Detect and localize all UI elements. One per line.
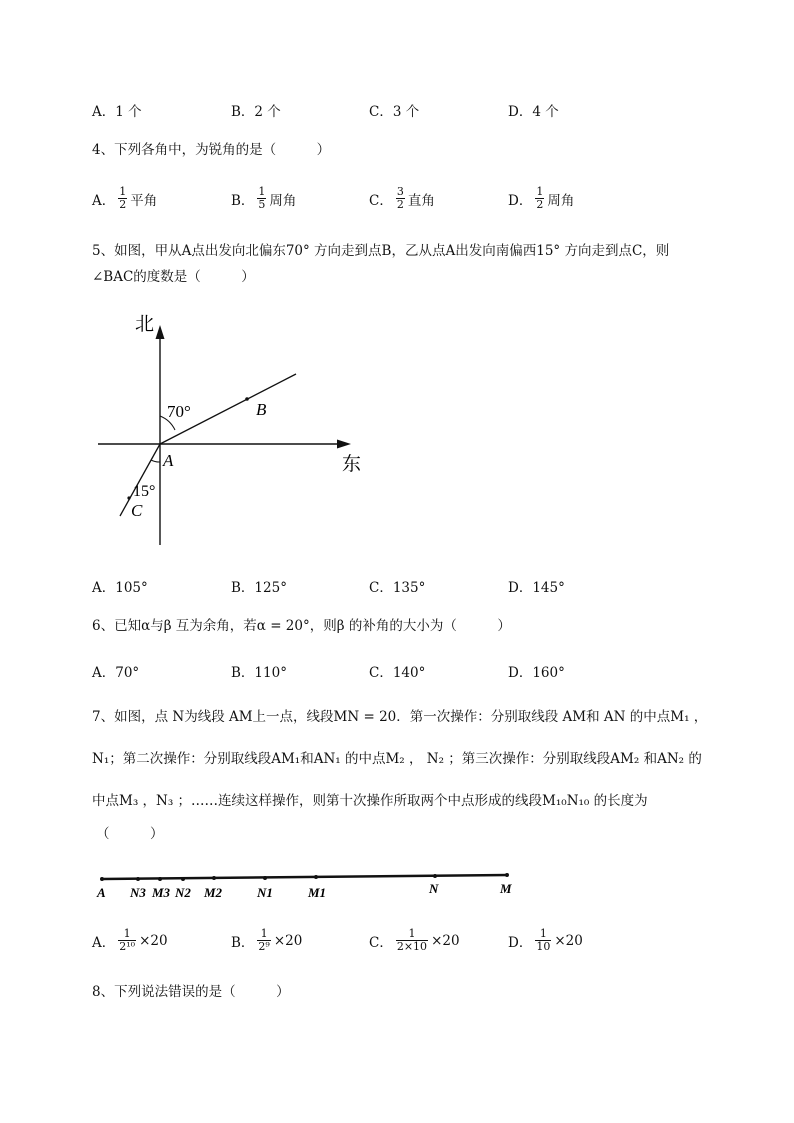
point-n3-dot [136,877,140,881]
q5-compass-figure [90,305,370,555]
q7-option-letter: C． [369,934,393,951]
label-n1: N1 [257,885,273,900]
angle-70-label: 70° [167,402,191,421]
q7-option-tail: ×20 [554,932,583,949]
q4-option-letter: C． [369,192,393,209]
q7-stem-line4: （ ） [96,826,164,842]
q5-stem-line1: 5、如图，甲从A点出发向北偏东70° 方向走到点B，乙从点A出发向南偏西15° 方向走到点C，则 [92,243,670,259]
q7-stem-line2: N₁；第二次操作：分别取线段AM₁和AN₁ 的中点M₂ ， N₂ ；第三次操作：分别取线段AM₂ 和AN₂ 的 [92,751,702,767]
label-m1: M1 [308,885,327,900]
q7-option-letter: B． [231,934,255,951]
point-b-dot [245,397,249,401]
point-b-label: B [256,400,267,419]
q4-option-letter: A． [92,192,116,209]
q8-stem: 8、下列说法错误的是（ ） [92,984,290,1000]
q7-segment-figure [90,862,530,904]
fraction: $\frac{1}{2}$ [119,185,127,211]
q3-option-a: A．1 个 [92,104,142,120]
q4-option-letter: B． [231,192,255,209]
label-m3: M3 [152,885,171,900]
point-n1-dot [263,876,267,880]
q4-option-b [231,186,296,211]
q5-stem-line2: ∠BAC的度数是（ ） [92,269,255,285]
q4-option-unit: 周角 [269,192,297,209]
q7-option-tail: ×20 [273,932,303,949]
q7-stem-line3: 中点M₃ ，N₃ ；……连续这样操作，则第十次操作所取两个中点形成的线段M₁₀N₁₀ 的长度为 [92,793,648,809]
segment-am [102,875,508,879]
fraction: $\frac{1}{5}$ [258,185,266,211]
q6-option-d: D．160° [508,665,565,681]
label-m: M [500,881,512,896]
point-m-dot [505,873,509,877]
fraction: $\frac{1}{\text{2⁹}}$ [258,927,270,953]
q7-option-tail: ×20 [139,932,168,949]
q5-option-a: A．105° [92,580,148,596]
q7-option-letter: D． [508,934,533,951]
q4-option-c [369,186,435,211]
q5-option-d: D．145° [508,580,565,596]
point-m2-dot [212,876,216,880]
fraction: $\frac{1}{\text{2¹⁰}}$ [119,927,136,953]
north-label: 北 [135,314,155,335]
fraction: $\frac{1}{10}$ [536,927,551,953]
point-c-label: C [131,501,143,520]
q3-option-d: D．4 个 [508,104,559,120]
q5-option-b: B．125° [231,580,287,596]
q7-option-a [92,928,168,953]
q5-option-c: C．135° [369,580,426,596]
q7-option-tail: ×20 [431,932,460,949]
fraction: $\frac{1}{2\times 10}$ [396,927,428,953]
label-a: A [97,885,106,900]
fraction: $\frac{3}{2}$ [396,185,404,211]
q7-option-letter: A． [92,934,116,951]
q7-stem-line1: 7、如图，点 N为线段 AM上一点，线段MN = 20．第一次操作：分别取线段 AM和 AN 的中点M₁ ， [92,709,708,725]
q4-option-letter: D． [508,192,533,209]
q4-option-unit: 直角 [407,192,435,209]
fraction: $\frac{1}{2}$ [536,185,544,211]
q3-option-c: C．3 个 [369,104,420,120]
point-m3-dot [158,877,162,881]
east-label: 东 [342,454,362,475]
q4-option-a [92,186,157,211]
q4-option-unit: 周角 [547,192,575,209]
angle-arc-15 [151,460,160,462]
north-arrowhead [156,325,165,339]
q6-option-b: B．110° [231,665,287,681]
point-n2-dot [181,877,185,881]
q7-option-c [369,928,460,953]
label-n: N [429,881,439,896]
point-a-label: A [163,451,174,470]
angle-15-label: 15° [133,483,156,500]
point-n-dot [433,874,437,878]
q6-stem: 6、已知α与β 互为余角，若α = 20°，则β 的补角的大小为（ ） [92,618,511,634]
label-n3: N3 [130,885,146,900]
label-m2: M2 [204,885,223,900]
label-n2: N2 [175,885,191,900]
point-c-dot [127,496,130,499]
q4-option-d [508,186,574,211]
q3-option-b: B．2 个 [231,104,281,120]
point-a-dot [100,877,104,881]
q4-option-unit: 平角 [130,192,158,209]
q6-option-a: A．70° [92,665,140,681]
q7-option-d [508,928,583,953]
east-arrowhead [337,440,351,449]
point-m1-dot [314,875,318,879]
q4-stem: 4、下列各角中，为锐角的是（ ） [92,142,331,158]
q7-option-b [231,928,302,953]
q6-option-c: C．140° [369,665,426,681]
